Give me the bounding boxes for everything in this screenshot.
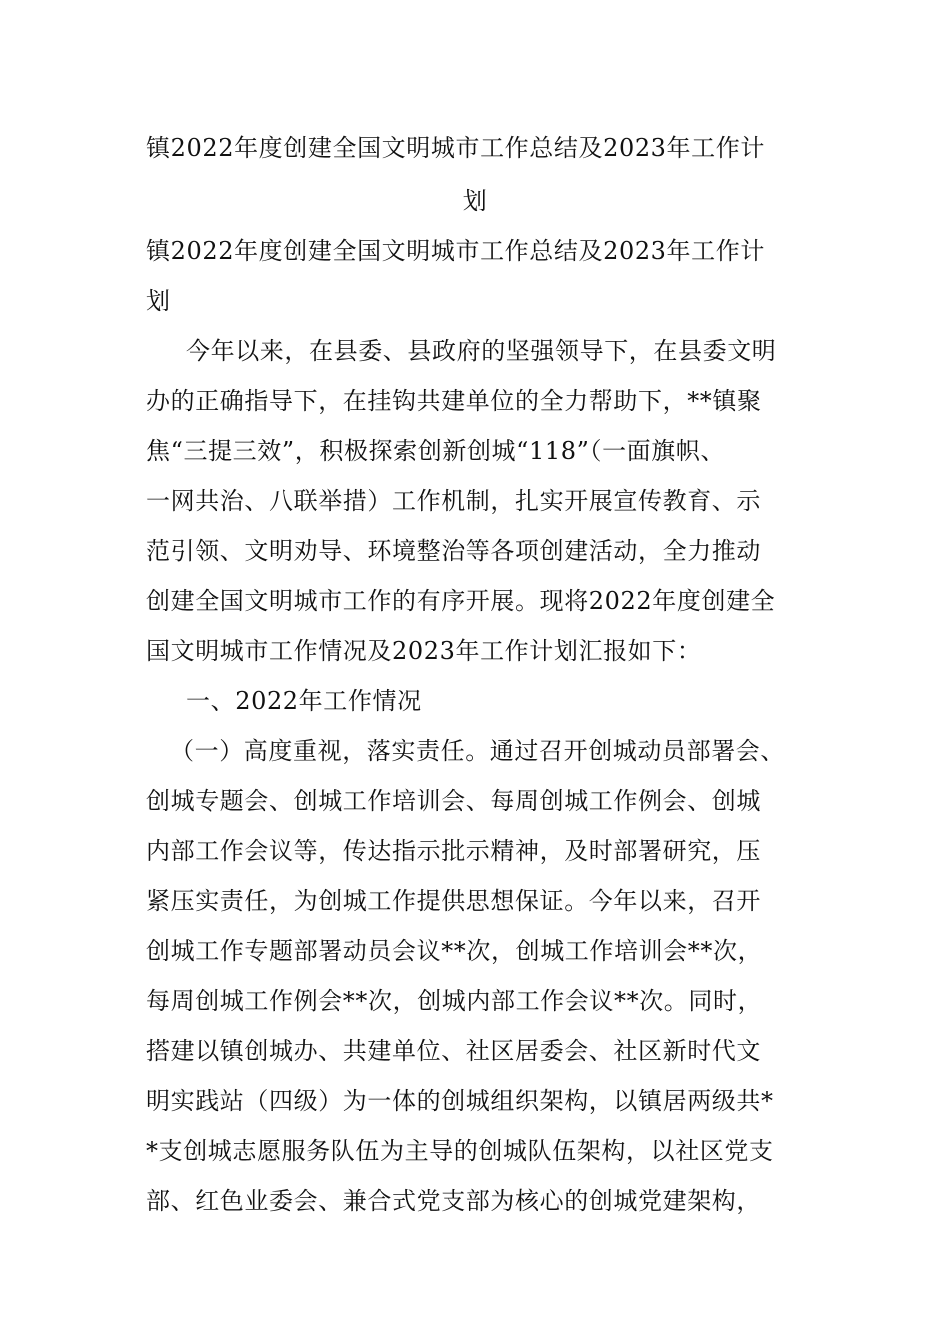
subsection-line-10: 部、红色业委会、兼合式党支部为核心的创城党建架构， — [146, 1187, 761, 1215]
paragraph-line-7: 国文明城市工作情况及2023年工作计划汇报如下： — [146, 637, 702, 665]
subsection-line-9: *支创城志愿服务队伍为主导的创城队伍架构，以社区党支 — [146, 1137, 774, 1165]
section-heading: 一、2022年工作情况 — [186, 687, 422, 715]
subsection-line-3: 内部工作会议等，传达指示批示精神，及时部署研究，压 — [146, 837, 761, 865]
subsection-line-5: 创城工作专题部署动员会议**次，创城工作培训会**次， — [146, 937, 763, 965]
paragraph-line-5: 范引领、文明劝导、环境整治等各项创建活动，全力推动 — [146, 537, 761, 565]
subsection-line-1: （一）高度重视，落实责任。通过召开创城动员部署会、 — [170, 737, 785, 765]
subsection-line-2: 创城专题会、创城工作培训会、每周创城工作例会、创城 — [146, 787, 761, 815]
subsection-line-7: 搭建以镇创城办、共建单位、社区居委会、社区新时代文 — [146, 1037, 761, 1065]
subsection-line-6: 每周创城工作例会**次，创城内部工作会议**次。同时， — [146, 987, 763, 1015]
document-title-line-1: 镇2022年度创建全国文明城市工作总结及2023年工作计 — [146, 134, 765, 162]
paragraph-line-6: 创建全国文明城市工作的有序开展。现将2022年度创建全 — [146, 587, 776, 615]
paragraph-line-1: 今年以来，在县委、县政府的坚强领导下，在县委文明 — [186, 337, 777, 365]
paragraph-line-3: 焦“三提三效”，积极探索创新创城“118”（一面旗帜、 — [146, 437, 726, 465]
document-title-line-2: 划 — [462, 187, 488, 215]
paragraph-line-4: 一网共治、八联举措）工作机制，扎实开展宣传教育、示 — [146, 487, 761, 515]
document-subtitle-line-2: 划 — [146, 287, 171, 315]
subsection-line-8: 明实践站（四级）为一体的创城组织架构，以镇居两级共* — [146, 1087, 774, 1115]
document-subtitle-line-1: 镇2022年度创建全国文明城市工作总结及2023年工作计 — [146, 237, 765, 265]
paragraph-line-2: 办的正确指导下，在挂钩共建单位的全力帮助下，**镇聚 — [146, 387, 762, 415]
subsection-line-4: 紧压实责任，为创城工作提供思想保证。今年以来，召开 — [146, 887, 761, 915]
